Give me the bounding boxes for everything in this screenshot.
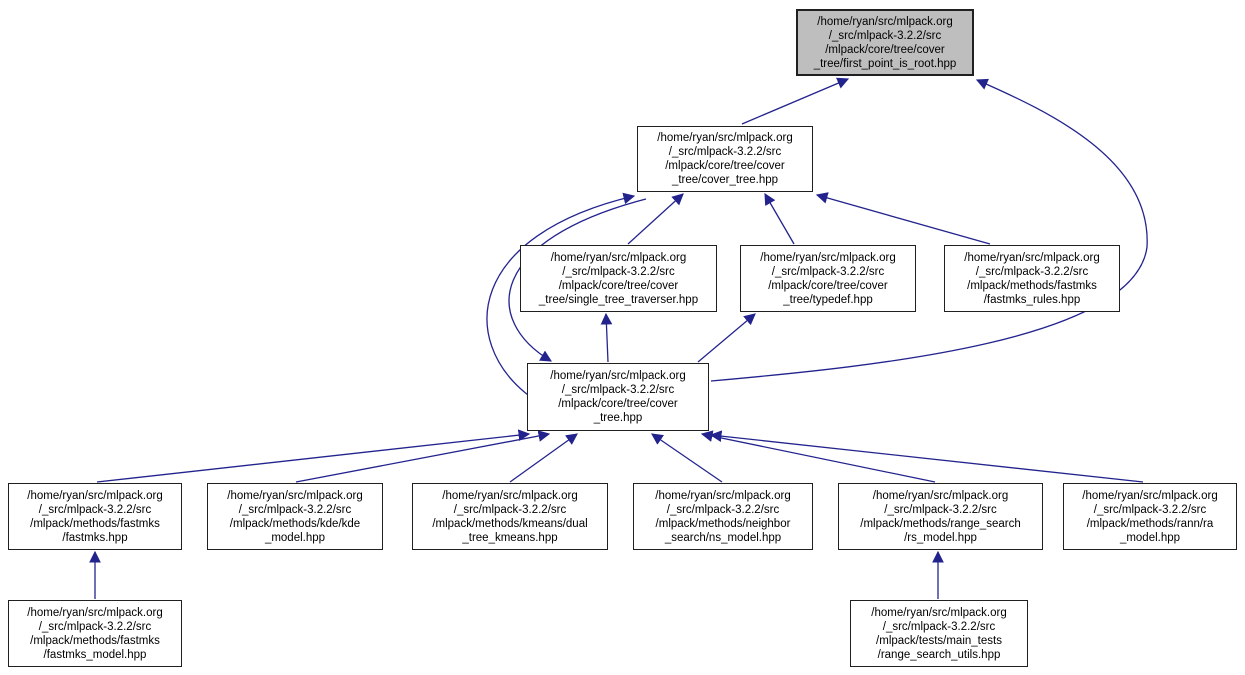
- graph-node-rs_model[interactable]: [838, 483, 1043, 550]
- graph-node-label-line: /mlpack/methods/range_search: [860, 517, 1021, 530]
- graph-node-label-line: /mlpack/methods/rann/ra: [1086, 517, 1214, 530]
- graph-node-label-line: /mlpack/methods/kde/kde: [229, 517, 361, 530]
- graph-node-ns_model[interactable]: [633, 483, 813, 550]
- graph-node-label-line: _tree/typedef.hpp: [783, 293, 873, 306]
- edge-fastmks_rules-to-cover_tree_detail: [817, 195, 990, 244]
- graph-node-label-line: /_src/mlpack-3.2.2/src: [561, 384, 675, 396]
- graph-node-label-line: /mlpack/core/tree/cover: [768, 279, 888, 292]
- graph-node-dual_tree_kmeans[interactable]: [412, 483, 608, 550]
- graph-node-label-line: /home/ryan/src/mlpack.org: [1082, 489, 1218, 502]
- graph-node-label-line: _model.hpp: [264, 531, 326, 544]
- graph-node-label-line: /_src/mlpack-3.2.2/src: [38, 620, 152, 633]
- edge-ns_model-to-cover_tree_meta: [652, 434, 722, 482]
- graph-node-label-line: /mlpack/core/tree/cover: [665, 160, 785, 172]
- graph-node-label-line: /mlpack/tests/main_tests: [876, 634, 1002, 647]
- graph-node-label-line: /_src/mlpack-3.2.2/src: [882, 620, 996, 633]
- graph-node-label-line: /_src/mlpack-3.2.2/src: [38, 503, 152, 516]
- graph-node-label-line: /home/ryan/src/mlpack.org: [657, 132, 793, 144]
- graph-node-label-line: /_src/mlpack-3.2.2/src: [975, 265, 1089, 278]
- edge-kde_model-to-cover_tree_meta: [296, 434, 549, 482]
- graph-node-label-line: /home/ryan/src/mlpack.org: [655, 489, 791, 502]
- graph-node-typedef[interactable]: [740, 245, 916, 312]
- graph-node-label-line: /fastmks.hpp: [62, 531, 128, 544]
- graph-node-label-line: /_src/mlpack-3.2.2/src: [1093, 503, 1207, 516]
- graph-node-label-line: _tree_kmeans.hpp: [462, 531, 558, 544]
- graph-node-label-line: /home/ryan/src/mlpack.org: [817, 15, 953, 28]
- graph-node-label-line: /_src/mlpack-3.2.2/src: [828, 29, 942, 42]
- graph-node-label-line: /home/ryan/src/mlpack.org: [872, 489, 1009, 502]
- graph-node-single_tree_traverser[interactable]: [520, 245, 717, 312]
- graph-node-first_point_is_root[interactable]: [796, 9, 974, 76]
- graph-node-label-line: _tree/cover_tree.hpp: [671, 174, 779, 186]
- graph-node-label-line: /fastmks_rules.hpp: [983, 293, 1081, 306]
- graph-node-label-line: /home/ryan/src/mlpack.org: [27, 489, 163, 502]
- graph-node-label-line: /mlpack/methods/neighbor: [655, 517, 791, 530]
- graph-node-label-line: /mlpack/methods/kmeans/dual: [432, 517, 588, 530]
- graph-node-label-line: _search/ns_model.hpp: [664, 531, 782, 544]
- graph-node-label-line: /home/ryan/src/mlpack.org: [227, 489, 363, 502]
- graph-node-label-line: /range_search_utils.hpp: [877, 648, 1001, 661]
- graph-node-label-line: /_src/mlpack-3.2.2/src: [562, 265, 675, 278]
- graph-node-cover_tree_meta[interactable]: [527, 363, 709, 431]
- graph-node-label-line: _tree/first_point_is_root.hpp: [813, 57, 957, 70]
- graph-node-label-line: /mlpack/methods/fastmks: [30, 634, 160, 647]
- graph-node-label-line: _model.hpp: [1119, 531, 1181, 544]
- graph-node-label-line: _tree.hpp: [593, 412, 643, 424]
- edge-dual_tree_kmeans-to-cover_tree_meta: [510, 434, 577, 482]
- graph-node-label-line: /_src/mlpack-3.2.2/src: [771, 265, 885, 278]
- graph-node-label-line: /home/ryan/src/mlpack.org: [550, 251, 687, 264]
- graph-node-label-line: /_src/mlpack-3.2.2/src: [666, 503, 780, 516]
- graph-node-label-line: /mlpack/core/tree/cover: [825, 43, 945, 56]
- edge-cover_tree_meta-to-single_tree_traverser: [606, 314, 608, 362]
- edge-cover_tree_detail-to-first_point_is_root: [742, 79, 848, 124]
- graph-node-kde_model[interactable]: [207, 483, 383, 550]
- graph-node-label-line: /home/ryan/src/mlpack.org: [760, 251, 896, 264]
- graph-node-label-line: /_src/mlpack-3.2.2/src: [453, 503, 567, 516]
- graph-node-label-line: /_src/mlpack-3.2.2/src: [238, 503, 352, 516]
- graph-node-label-line: _tree/single_tree_traverser.hpp: [538, 293, 699, 306]
- graph-node-fastmks_model[interactable]: [8, 600, 182, 667]
- graph-node-range_search_utils[interactable]: [850, 600, 1028, 667]
- graph-node-label-line: /home/ryan/src/mlpack.org: [871, 606, 1007, 619]
- graph-node-label-line: /mlpack/core/tree/cover: [558, 398, 678, 410]
- graph-node-cover_tree_detail[interactable]: [637, 126, 813, 192]
- graph-node-label-line: /_src/mlpack-3.2.2/src: [668, 146, 782, 158]
- graph-node-label-line: /rs_model.hpp: [904, 531, 977, 544]
- graph-node-label-line: /home/ryan/src/mlpack.org: [27, 606, 163, 619]
- graph-node-label-line: /mlpack/methods/fastmks: [30, 517, 160, 530]
- edge-typedef-to-cover_tree_detail: [765, 194, 794, 244]
- graph-node-label-line: /_src/mlpack-3.2.2/src: [884, 503, 997, 516]
- graph-node-fastmks_rules[interactable]: [944, 245, 1120, 312]
- edge-fastmks-to-cover_tree_meta: [97, 434, 529, 482]
- graph-node-label-line: /home/ryan/src/mlpack.org: [964, 251, 1100, 264]
- edge-ra_model-to-cover_tree_meta: [711, 435, 1143, 482]
- graph-node-label-line: /home/ryan/src/mlpack.org: [442, 489, 578, 502]
- graph-node-fastmks[interactable]: [8, 483, 182, 550]
- edge-cover_tree_meta-to-typedef: [698, 314, 755, 362]
- edge-rs_model-to-cover_tree_meta: [702, 434, 935, 482]
- graph-node-ra_model[interactable]: [1063, 483, 1237, 550]
- graph-node-label-line: /fastmks_model.hpp: [43, 648, 147, 661]
- graph-node-label-line: /mlpack/core/tree/cover: [558, 279, 679, 292]
- graph-node-label-line: /mlpack/methods/fastmks: [967, 279, 1097, 292]
- graph-node-label-line: /home/ryan/src/mlpack.org: [550, 370, 686, 382]
